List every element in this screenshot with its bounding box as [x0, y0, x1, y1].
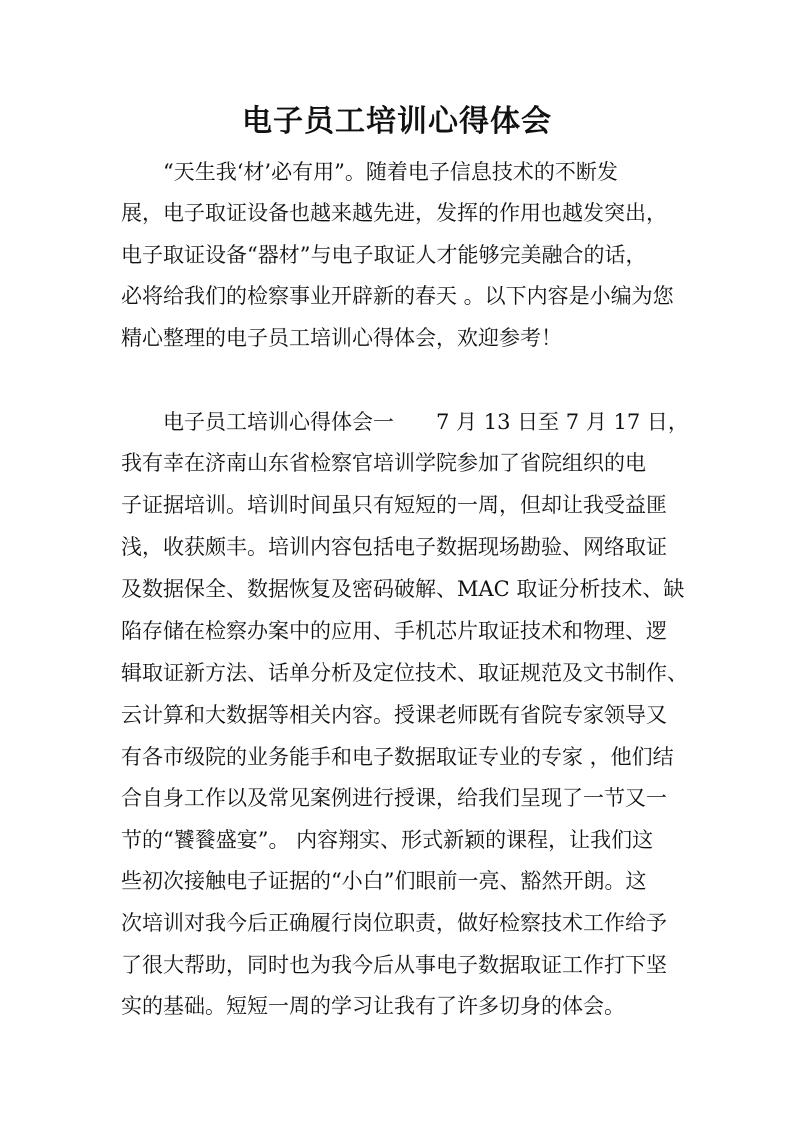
text-line: 浅，收获颇丰。培训内容包括电子数据现场勘验、网络取证 [121, 535, 667, 559]
text-line: 必将给我们的检察事业开辟新的春天 。以下内容是小编为您 [121, 284, 674, 308]
text-line: 节的“饕餮盛宴”。 内容翔实、形式新颖的课程，让我们这 [121, 828, 654, 852]
text-line: 电子员工培训心得体会一 7 月 13 日至 7 月 17 日， [163, 410, 689, 434]
document-title: 电子员工培训心得体会 [242, 104, 552, 139]
text-line: 些初次接触电子证据的“小白”们眼前一亮、豁然开朗。这 [121, 869, 647, 893]
text-line: 精心整理的电子员工培训心得体会，欢迎参考！ [121, 326, 562, 350]
text-line: 次培训对我今后正确履行岗位职责，做好检察技术工作给予 [121, 911, 667, 935]
text-line: 展，电子取证设备也越来越先进，发挥的作用也越发突出， [121, 201, 667, 225]
text-line: 有各市级院的业务能手和电子数据取证专业的专家 ，他们结 [121, 745, 674, 769]
text-line: “天生我‘材’必有用”。随着电子信息技术的不断发 [163, 160, 618, 184]
text-line: 合自身工作以及常见案例进行授课，给我们呈现了一节又一 [121, 786, 667, 810]
text-line: 实的基础。短短一周的学习让我有了许多切身的体会。 [121, 994, 625, 1018]
text-line: 我有幸在济南山东省检察官培训学院参加了省院组织的电 [121, 451, 646, 475]
text-line: 辑取证新方法、话单分析及定位技术、取证规范及文书制作、 [121, 661, 688, 685]
text-line: 云计算和大数据等相关内容。授课老师既有省院专家领导又 [121, 703, 667, 727]
text-line: 了很大帮助，同时也为我今后从事电子数据取证工作打下坚 [121, 953, 667, 977]
text-line: 子证据培训。培训时间虽只有短短的一周，但却让我受益匪 [121, 493, 667, 517]
text-line: 电子取证设备“器材”与电子取证人才能够完美融合的话， [121, 243, 647, 267]
text-line: 及数据保全、数据恢复及密码破解、MAC 取证分析技术、缺 [121, 577, 685, 601]
text-line: 陷存储在检察办案中的应用、手机芯片取证技术和物理、逻 [121, 619, 667, 643]
